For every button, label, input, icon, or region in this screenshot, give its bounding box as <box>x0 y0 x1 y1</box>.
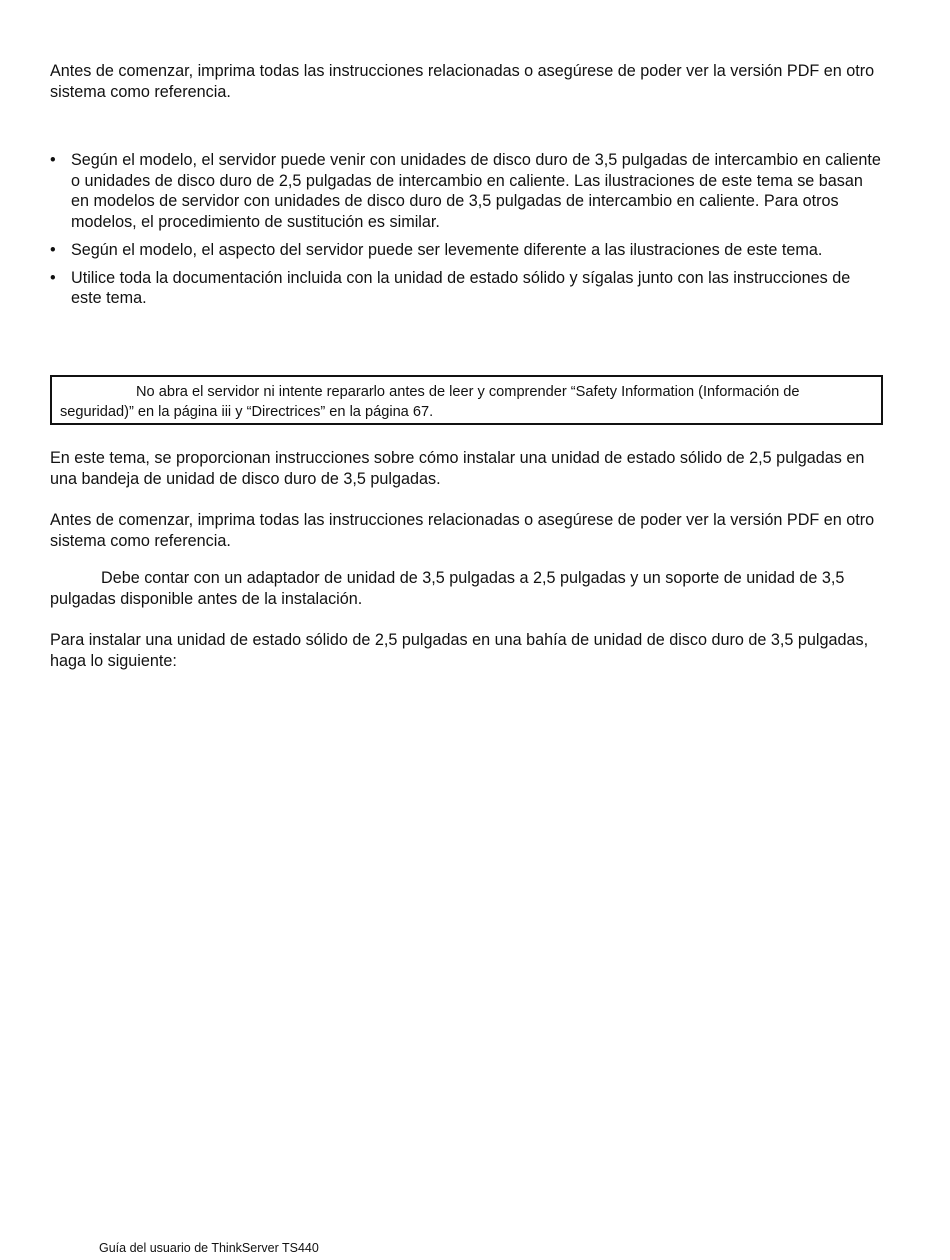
steps-intro-paragraph: Para instalar una unidad de estado sólido de 2,5 pulgadas en una bahía de unidad de disco duro de 3,5 pulgadas, haga lo siguiente: <box>50 631 869 670</box>
list-item <box>50 150 885 232</box>
topic-paragraph: En este tema, se proporcionan instrucciones sobre cómo instalar una unidad de estado sólido de 2,5 pulgadas en una bandeja de unidad de disco duro de 3,5 pulgadas. <box>50 449 865 488</box>
attention-text: No abra el servidor ni intente repararlo antes de leer y comprender “Safety Information (Información de seguridad)” en la página iii y “Directrices” en la página 67. <box>60 384 800 420</box>
bullet-text: Según el modelo, el aspecto del servidor puede ser levemente diferente a las ilustraciones de este tema. <box>71 240 823 259</box>
bullet-icon: • <box>50 240 56 259</box>
list-item <box>50 268 885 309</box>
page-footer: Guía del usuario de ThinkServer TS440 <box>99 1241 319 1255</box>
bullet-text: Utilice toda la documentación incluida con la unidad de estado sólido y sígalas junto con las instrucciones de este tema. <box>71 268 851 307</box>
intro-paragraph: Antes de comenzar, imprima todas las instrucciones relacionadas o asegúrese de poder ver la versión PDF en otro sistema como referencia. <box>50 62 875 101</box>
note-paragraph: Debe contar con un adaptador de unidad de 3,5 pulgadas a 2,5 pulgadas y un soporte de unidad de 3,5 pulgadas disponible antes de la instalación. <box>50 569 845 608</box>
before-paragraph: Antes de comenzar, imprima todas las instrucciones relacionadas o asegúrese de poder ver la versión PDF en otro sistema como referencia. <box>50 511 875 550</box>
bullet-icon: • <box>50 268 56 287</box>
bullet-text: Según el modelo, el servidor puede venir con unidades de disco duro de 3,5 pulgadas de intercambio en caliente o unidades de disco duro de 2,5 pulgadas de intercambio en caliente. Las ilustraciones de este tema se basan en modelos de servidor con unidades de disco duro de 3,5 pulgadas de intercambio en caliente. Para otros modelos, el procedimiento de sustitución es similar. <box>71 151 881 231</box>
attention-box <box>50 375 883 425</box>
notes-bullet-list <box>50 150 885 316</box>
list-item <box>50 240 885 261</box>
bullet-icon: • <box>50 151 56 169</box>
